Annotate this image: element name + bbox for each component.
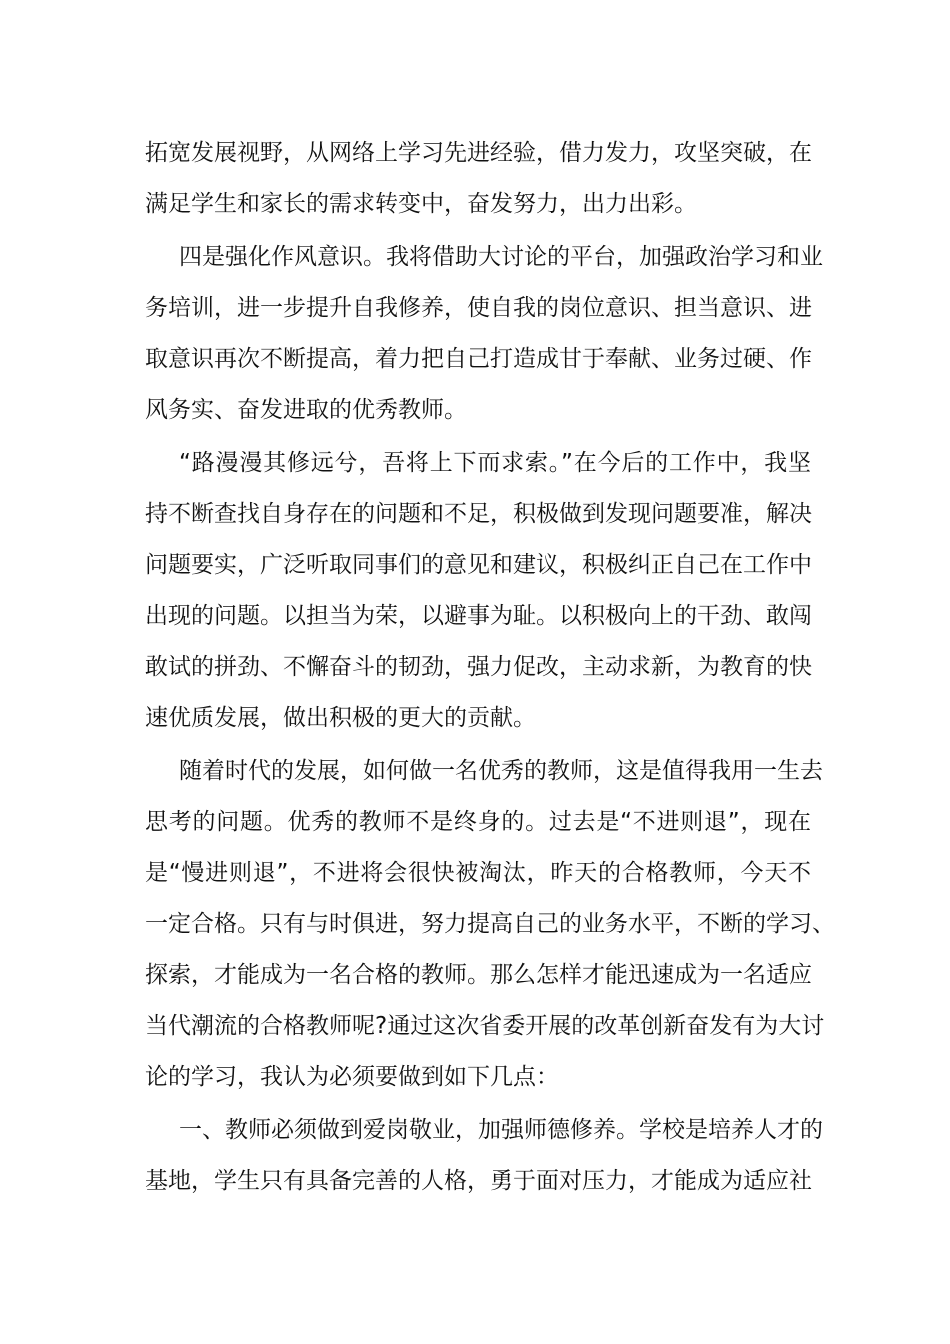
text-line: 四是强化作风意识。我将借助大讨论的平台，加强政治学习和业 [179, 244, 823, 270]
text-line: 取意识再次不断提高，着力把自己打造成甘于奉献、业务过硬、作 [145, 346, 812, 372]
text-line: 持不断查找自身存在的问题和不足，积极做到发现问题要准，解决 [145, 501, 812, 527]
text-line: 思考的问题。优秀的教师不是终身的。过去是“不进则退”，现在 [145, 809, 811, 835]
text-line: 随着时代的发展，如何做一名优秀的教师，这是值得我用一生去 [179, 758, 823, 784]
text-line: 速优质发展，做出积极的更大的贡献。 [145, 705, 536, 731]
text-line: 敢试的拼劲、不懈奋斗的韧劲，强力促改，主动求新，为教育的快 [145, 654, 812, 680]
text-line: 基地，学生只有具备完善的人格，勇于面对压力，才能成为适应社 [145, 1168, 812, 1194]
text-line: 问题要实，广泛听取同事们的意见和建议，积极纠正自己在工作中 [145, 552, 812, 578]
text-line: 探索，才能成为一名合格的教师。那么怎样才能迅速成为一名适应 [145, 962, 812, 988]
text-line: 拓宽发展视野，从网络上学习先进经验，借力发力，攻坚突破，在 [145, 140, 812, 166]
text-line: 出现的问题。以担当为荣，以避事为耻。以积极向上的干劲、敢闯 [145, 603, 812, 629]
text-line: 当代潮流的合格教师呢?通过这次省委开展的改革创新奋发有为大讨 [145, 1013, 825, 1039]
text-line: 满足学生和家长的需求转变中，奋发努力，出力出彩。 [145, 191, 697, 217]
text-line: 务培训，进一步提升自我修养，使自我的岗位意识、担当意识、进 [145, 295, 812, 321]
text-line: 风务实、奋发进取的优秀教师。 [145, 397, 467, 423]
text-line: 论的学习，我认为必须要做到如下几点： [145, 1064, 559, 1090]
text-line: 一、教师必须做到爱岗敬业，加强师德修养。学校是培养人才的 [179, 1117, 823, 1143]
text-line: 一定合格。只有与时俱进，努力提高自己的业务水平，不断的学习、 [145, 911, 835, 937]
text-line: 是“慢进则退”，不进将会很快被淘汰，昨天的合格教师，今天不 [145, 860, 811, 886]
body-text [145, 128, 835, 1207]
text-line: “路漫漫其修远兮，吾将上下而求索。”在今后的工作中，我坚 [179, 450, 811, 476]
